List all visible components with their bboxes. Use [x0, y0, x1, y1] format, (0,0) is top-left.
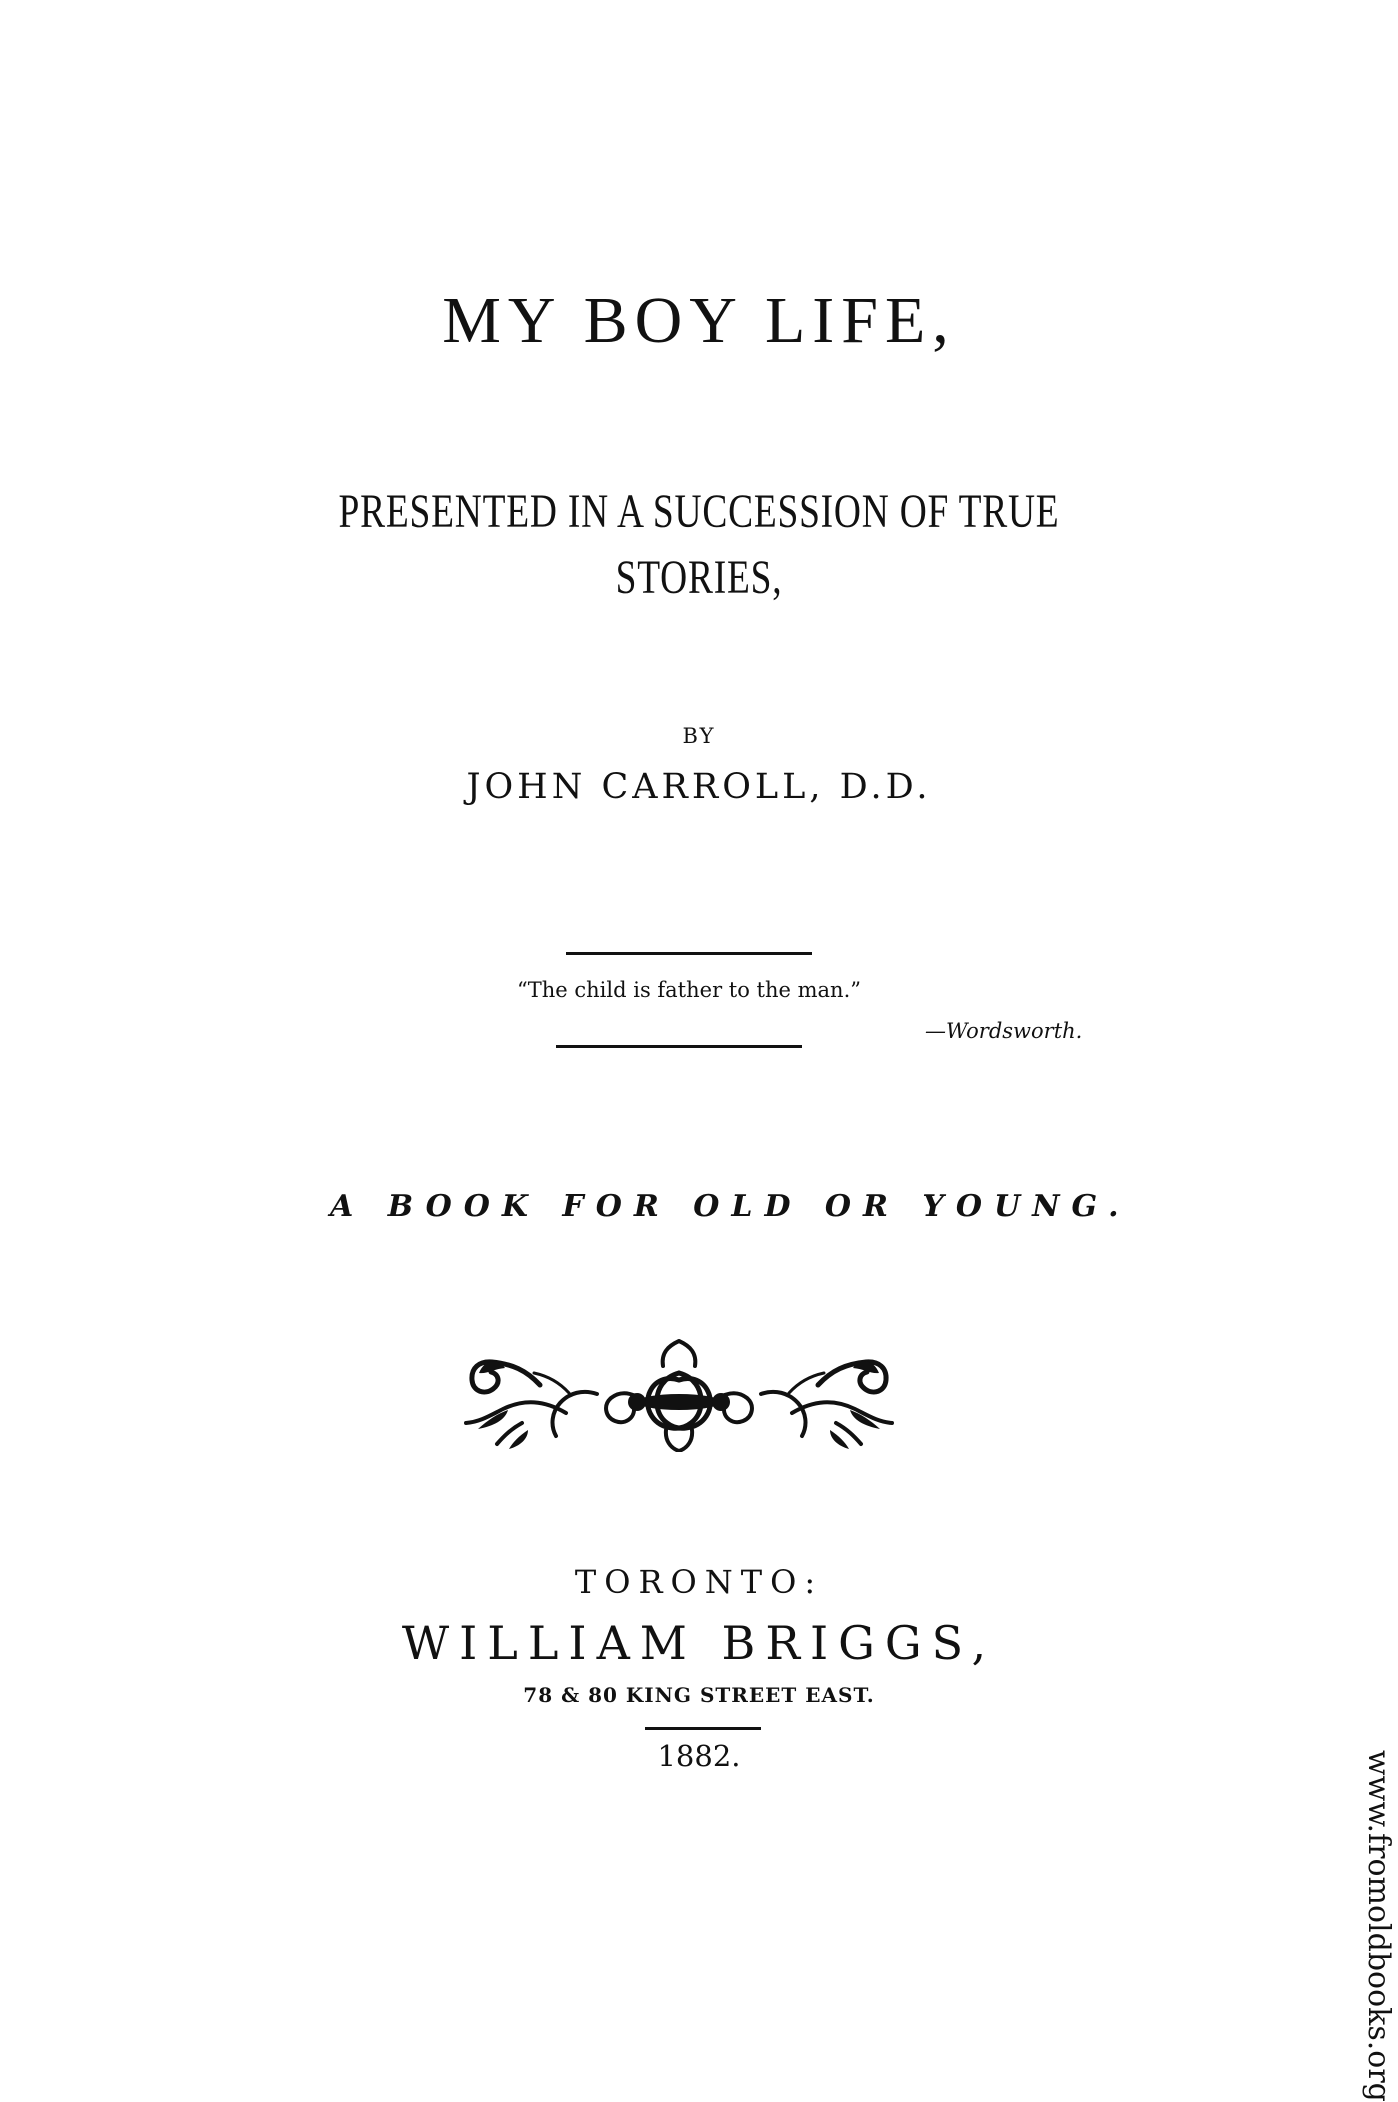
subtitle-line-2: STORIES,: [615, 551, 783, 604]
publisher-address: 78 & 80 KING STREET EAST.: [523, 1683, 875, 1707]
book-tagline: A BOOK FOR OLD OR YOUNG.: [330, 1189, 1131, 1224]
publication-year: 1882.: [657, 1739, 741, 1773]
book-title: MY BOY LIFE,: [442, 284, 956, 357]
epigraph-top-rule: [566, 952, 812, 955]
epigraph-attribution: —Wordsworth.: [925, 1019, 1083, 1043]
source-watermark: www.fromoldbooks.org: [1361, 1750, 1396, 2102]
author-name: JOHN CARROLL, D.D.: [466, 767, 932, 807]
publisher-name: WILLIAM BRIGGS,: [401, 1616, 997, 1670]
scrollwork-ornament-icon: [460, 1338, 898, 1452]
epigraph-quote: “The child is father to the man.”: [517, 978, 861, 1002]
epigraph-bottom-rule: [556, 1045, 802, 1048]
subtitle-line-1: PRESENTED IN A SUCCESSION OF TRUE: [338, 485, 1060, 538]
publication-city: TORONTO:: [574, 1563, 824, 1601]
by-label: BY: [682, 724, 716, 748]
year-top-rule: [645, 1727, 761, 1730]
